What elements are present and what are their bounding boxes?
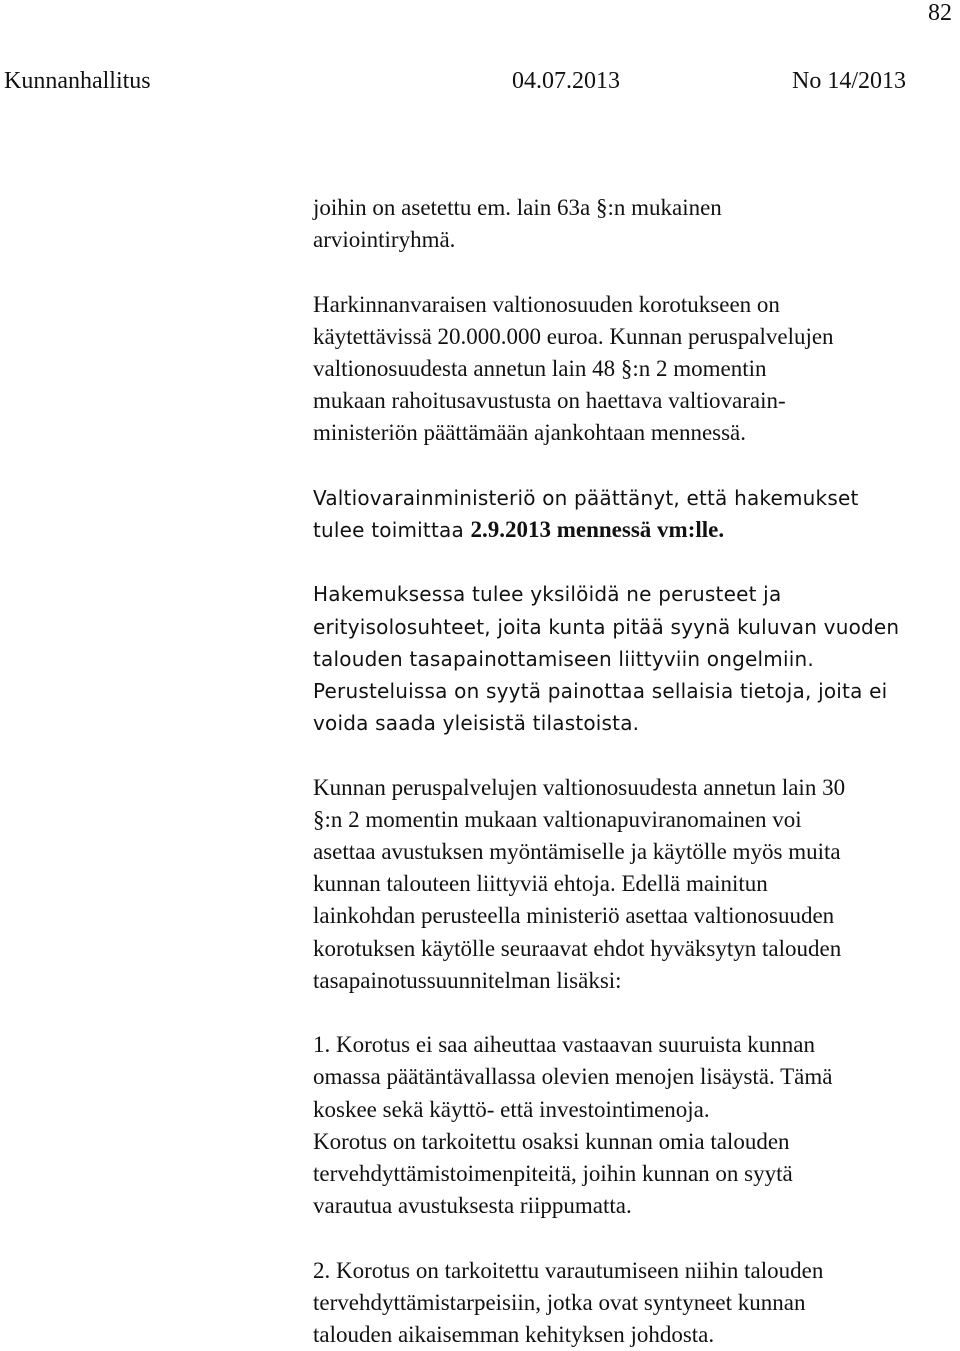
header-date: 04.07.2013	[512, 68, 620, 94]
text-line: mukaan rahoitusavustusta on haettava valtiovarain-	[313, 388, 786, 414]
page-number: 82	[928, 0, 952, 26]
document-body	[313, 192, 953, 1351]
text-line: tervehdyttämistoimenpiteitä, joihin kunnan on syytä	[313, 1161, 793, 1187]
text-line: joihin on asetettu em. lain 63a §:n mukainen	[313, 195, 722, 220]
paragraph-application-grounds	[313, 578, 953, 739]
text-line: varautua avustuksesta riippumatta.	[313, 1193, 632, 1219]
text-line	[313, 514, 953, 546]
deadline-intro: tulee toimittaa	[313, 518, 471, 542]
text-line: kunnan talouteen liittyviä ehtoja. Edellä mainitun	[313, 871, 768, 897]
text-line: voida saada yleisistä tilastoista.	[313, 711, 640, 736]
text-line: tasapainotussuunnitelman lisäksi:	[313, 967, 622, 993]
paragraph-deadline	[313, 482, 953, 546]
paragraph-available-funds	[313, 289, 953, 450]
paragraph-condition-1	[313, 1029, 953, 1222]
text-line: Hakemuksessa tulee yksilöidä ne perusteet ja	[313, 582, 782, 607]
header-meeting-number: No 14/2013	[792, 68, 906, 94]
text-line: Harkinnanvaraisen valtionosuuden korotukseen on	[313, 291, 780, 317]
paragraph-condition-2	[313, 1255, 953, 1351]
text-line: 2. Korotus on tarkoitettu varautumiseen niihin talouden	[313, 1257, 824, 1283]
text-line: käytettävissä 20.000.000 euroa. Kunnan peruspalvelujen	[313, 323, 834, 349]
paragraph-conditions-intro	[313, 772, 953, 997]
text-line: Valtiovarainministeriö on päättänyt, että hakemukset	[313, 485, 859, 510]
text-line: valtionosuudesta annetun lain 48 §:n 2 momentin	[313, 356, 767, 381]
text-line: Perusteluissa on syytä painottaa sellaisia tietoja, joita ei	[313, 679, 888, 703]
text-line: §:n 2 momentin mukaan valtionapuviranomainen voi	[313, 806, 802, 832]
text-line: Korotus on tarkoitettu osaksi kunnan omia talouden	[313, 1128, 790, 1154]
text-line: tervehdyttämistarpeisiin, jotka ovat syntyneet kunnan	[313, 1289, 806, 1315]
text-line: erityisolosuhteet, joita kunta pitää syynä kuluvan vuoden	[313, 614, 900, 639]
document-header	[0, 64, 930, 98]
text-line: omassa päätäntävallassa olevien menojen lisäystä. Tämä	[313, 1064, 833, 1090]
text-line: talouden aikaisemman kehityksen johdosta.	[313, 1322, 715, 1348]
deadline-date: 2.9.2013 mennessä vm:lle.	[470, 517, 725, 542]
paragraph-evaluation-group	[313, 192, 953, 256]
text-line: korotuksen käytölle seuraavat ehdot hyväksytyn talouden	[313, 935, 842, 961]
text-line: talouden tasapainottamiseen liittyviin ongelmiin.	[313, 646, 814, 671]
text-line: 1. Korotus ei saa aiheuttaa vastaavan suuruista kunnan	[313, 1032, 816, 1058]
text-line: asettaa avustuksen myöntämiselle ja käytölle myös muita	[313, 839, 841, 864]
header-organization: Kunnanhallitus	[4, 68, 151, 94]
text-line: ministeriön päättämään ajankohtaan mennessä.	[313, 420, 747, 446]
text-line: koskee sekä käyttö- että investointimenoja.	[313, 1096, 710, 1122]
text-line: Kunnan peruspalvelujen valtionosuudesta annetun lain 30	[313, 774, 846, 800]
text-line: lainkohdan perusteella ministeriö asettaa valtionosuuden	[313, 903, 835, 929]
text-line: arviointiryhmä.	[313, 227, 456, 253]
